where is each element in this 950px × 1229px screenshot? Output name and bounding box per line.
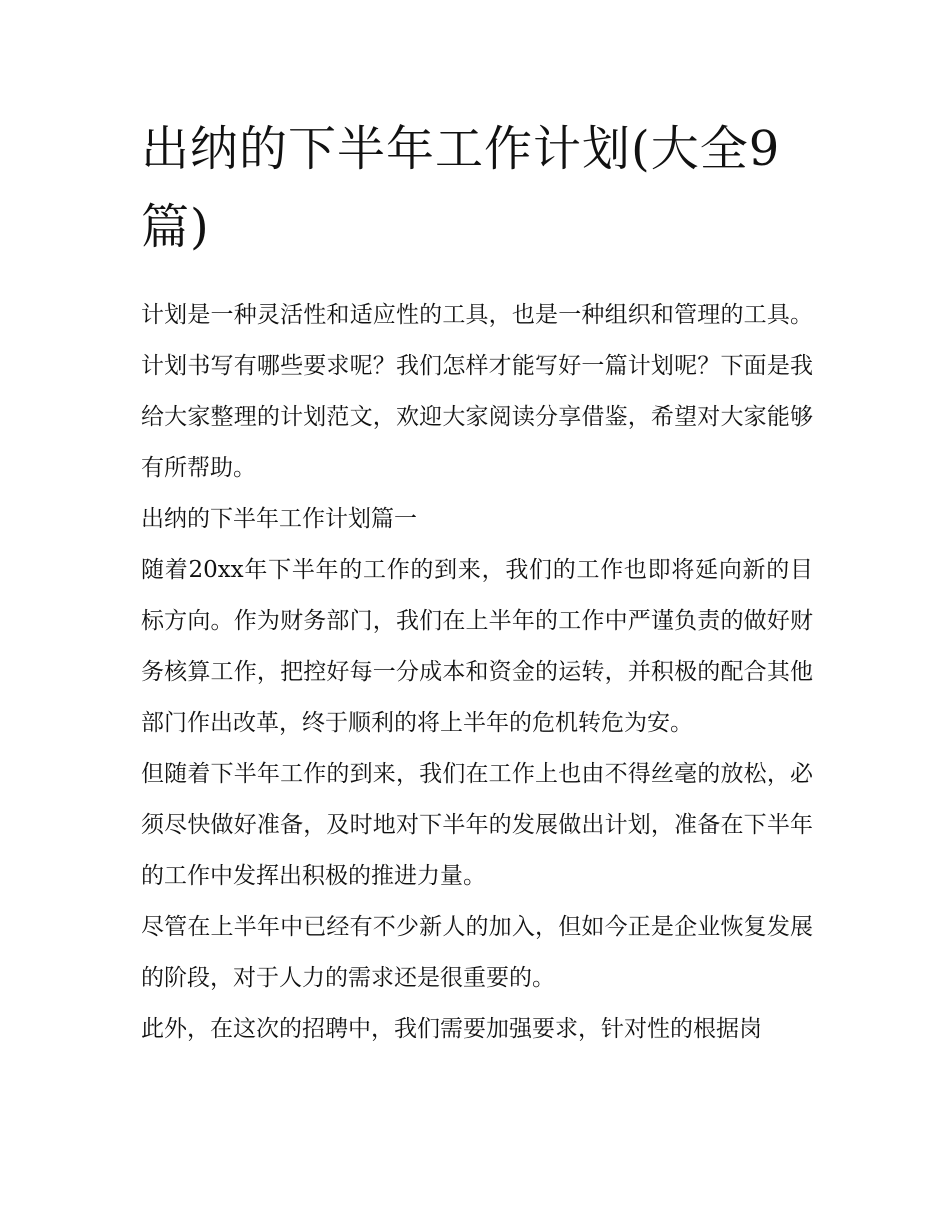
document-page (141, 110, 813, 1055)
section-heading: 出纳的下半年工作计划篇一 (141, 506, 417, 532)
intro-paragraph: 计划是一种灵活性和适应性的工具，也是一种组织和管理的工具。计划书写有哪些要求呢？我们怎样才能写好一篇计划呢？下面是我给大家整理的计划范文，欢迎大家阅读分享借鉴，希望对大家能够有所帮助。 (141, 302, 813, 481)
body-paragraph: 但随着下半年工作的到来，我们在工作上也由不得丝毫的放松，必须尽快做好准备，及时地对下半年的发展做出计划，准备在下半年的工作中发挥出积极的推进力量。 (141, 761, 813, 889)
body-paragraph: 随着20xx年下半年的工作的到来，我们的工作也即将延向新的目标方向。作为财务部门，我们在上半年的工作中严谨负责的做好财务核算工作，把控好每一分成本和资金的运转，并积极的配合其他部门作出改革，终于顺利的将上半年的危机转危为安。 (141, 557, 813, 736)
body-paragraph: 尽管在上半年中已经有不少新人的加入，但如今正是企业恢复发展的阶段，对于人力的需求还是很重要的。 (141, 914, 813, 991)
document-body (141, 290, 813, 1055)
body-paragraph: 此外，在这次的招聘中，我们需要加强要求，针对性的根据岗 (141, 1016, 762, 1042)
document-title: 出纳的下半年工作计划(大全9篇) (141, 121, 781, 255)
